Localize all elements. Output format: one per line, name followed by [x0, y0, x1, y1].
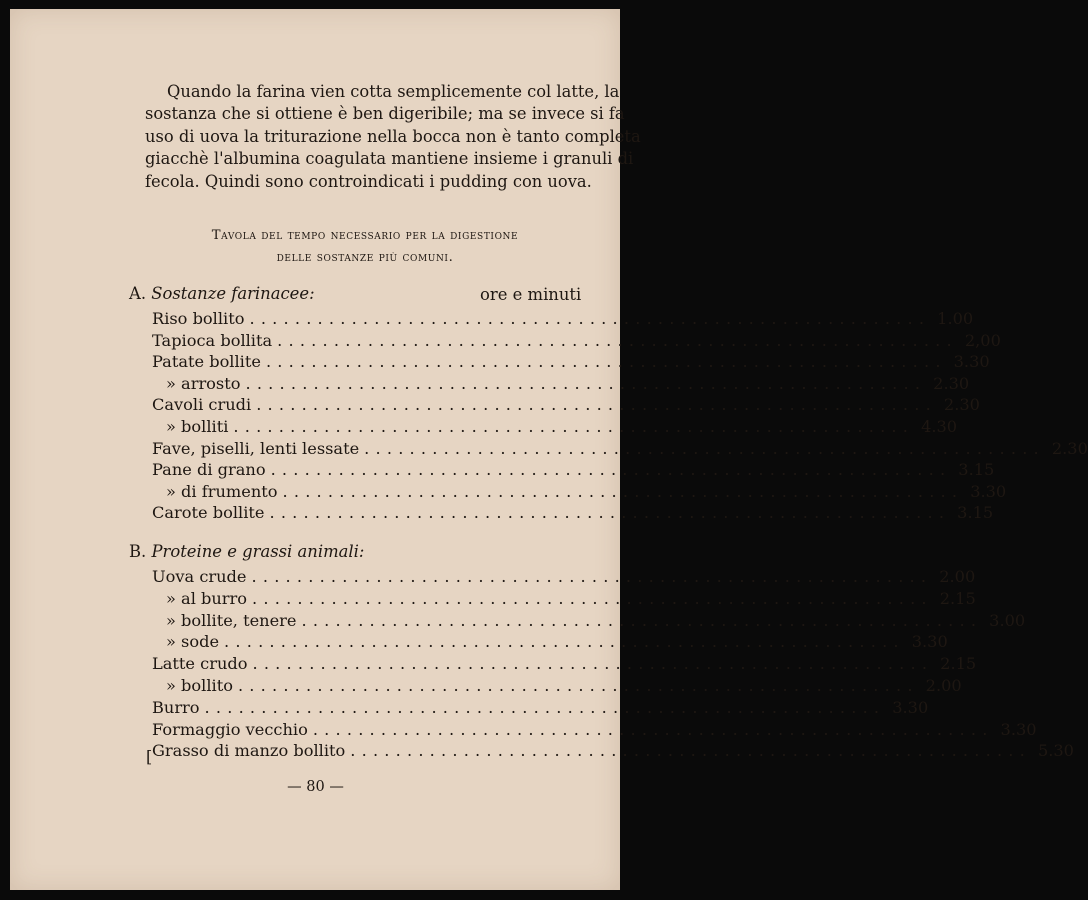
food-label: Latte crudo [152, 654, 248, 674]
table-row [152, 460, 995, 482]
table-row [152, 676, 962, 698]
table-row [152, 719, 1037, 742]
digestion-time: 3.00 [989, 610, 1026, 630]
digestion-time: 3.30 [970, 481, 1007, 501]
table-row [152, 503, 994, 525]
digestion-time: 1.00 [937, 309, 974, 328]
food-label: Pane di grano [152, 460, 266, 480]
dot-leader: ............................................................ [252, 588, 933, 608]
digestion-time: 2.30 [943, 395, 980, 415]
table-row [152, 395, 980, 417]
dot-leader: ............................................................ [237, 676, 919, 695]
section-a-letter: A. [129, 284, 147, 303]
food-label: » di frumento [166, 481, 278, 501]
digestion-time: 2.00 [939, 567, 976, 586]
digestion-time: 2.00 [925, 676, 962, 695]
table-row [152, 697, 929, 720]
dot-leader: ............................................................ [270, 460, 952, 480]
intro-line: giacchè l'albumina coagulata mantiene insieme i granuli di [145, 149, 634, 169]
table-row [152, 567, 976, 589]
food-label: Carote bollite [152, 503, 265, 523]
intro-paragraph [145, 81, 641, 193]
section-a-title: Sostanze farinacee: [151, 284, 315, 303]
dot-leader: ............................................................ [364, 438, 1045, 458]
table-title-line1: Tavola del tempo necessario per la digestione [211, 228, 519, 243]
food-label: Tapioca bollita [152, 330, 273, 350]
dot-leader: ............................................................ [282, 481, 964, 501]
table-row [152, 309, 974, 331]
dot-leader: ............................................................ [265, 352, 947, 372]
food-label: Formaggio vecchio [152, 719, 308, 739]
table-row [152, 588, 976, 611]
food-label: Grasso di manzo bollito [152, 741, 346, 761]
food-label: » al burro [166, 588, 248, 608]
food-label: Patate bollite [152, 352, 261, 372]
dot-leader: ............................................................ [251, 567, 933, 586]
digestion-time: 4.30 [921, 417, 958, 436]
page-number: — 80 — [287, 779, 344, 795]
table-row [152, 330, 1001, 353]
dot-leader: ............................................................ [224, 632, 905, 652]
food-label: » bollito [166, 676, 233, 695]
table-row [152, 373, 970, 396]
section-b-heading [129, 542, 364, 561]
food-label: » sode [166, 632, 220, 652]
food-label: Cavoli crudi [152, 395, 252, 415]
dot-leader: ............................................................ [301, 610, 983, 630]
table-row [152, 610, 1026, 633]
digestion-time: 3.30 [911, 632, 948, 652]
dot-leader: ............................................................ [233, 417, 915, 436]
dot-leader: ............................................................ [350, 741, 1031, 761]
digestion-time: 3.15 [958, 460, 995, 480]
section-b-letter: B. [129, 542, 147, 561]
dot-leader: ............................................................ [312, 719, 994, 739]
table-row [152, 632, 948, 654]
digestion-time: 2.30 [1051, 438, 1088, 458]
section-b-title: Proteine e grassi animali: [151, 542, 365, 561]
section-a-heading [129, 284, 315, 303]
intro-line: Quando la farina vien cotta semplicemente col latte, la [167, 82, 620, 101]
intro-line: fecola. Quindi sono controindicati i pudding con uova. [145, 171, 592, 191]
digestion-time: 2,00 [964, 330, 1001, 350]
digestion-time: 5.30 [1037, 741, 1074, 761]
table-row [152, 352, 990, 374]
dot-leader: ............................................................ [256, 395, 937, 415]
dot-leader: ............................................................ [269, 503, 951, 523]
digestion-time: 3.30 [1000, 719, 1037, 739]
food-label: Burro [152, 697, 200, 717]
bracket-mark: [ [146, 747, 153, 766]
intro-line: uso di uova la triturazione nella bocca non è tanto completa [145, 126, 641, 146]
food-label: » arrosto [166, 373, 241, 393]
digestion-time: 2.30 [933, 373, 970, 393]
food-label: » bollite, tenere [166, 610, 297, 630]
dot-leader: ............................................................ [245, 373, 927, 393]
digestion-time: 3.30 [892, 697, 929, 717]
table-row [152, 438, 1088, 461]
table-row [152, 741, 1074, 763]
intro-line: sostanza che si ottiene è ben digeribile; ma se invece si fa [145, 104, 625, 124]
table-row [152, 417, 958, 439]
table-title-line2: delle sostanze più comuni. [276, 250, 454, 265]
food-label: Fave, piselli, lenti lessate [152, 438, 360, 458]
dot-leader: ............................................................ [252, 654, 934, 674]
dot-leader: ............................................................ [249, 309, 931, 328]
food-label: Uova crude [152, 567, 247, 586]
table-row [152, 481, 1007, 504]
digestion-time: 3.15 [957, 503, 994, 523]
digestion-time: 2.15 [940, 654, 977, 674]
food-label: » bolliti [166, 417, 229, 436]
dot-leader: ............................................................ [277, 330, 958, 350]
food-label: Riso bollito [152, 309, 245, 328]
digestion-time: 2.15 [939, 588, 976, 608]
dot-leader: ............................................................ [204, 697, 886, 717]
table-row [152, 654, 977, 676]
digestion-time: 3.30 [953, 352, 990, 372]
unit-header: ore e minuti [480, 285, 582, 304]
